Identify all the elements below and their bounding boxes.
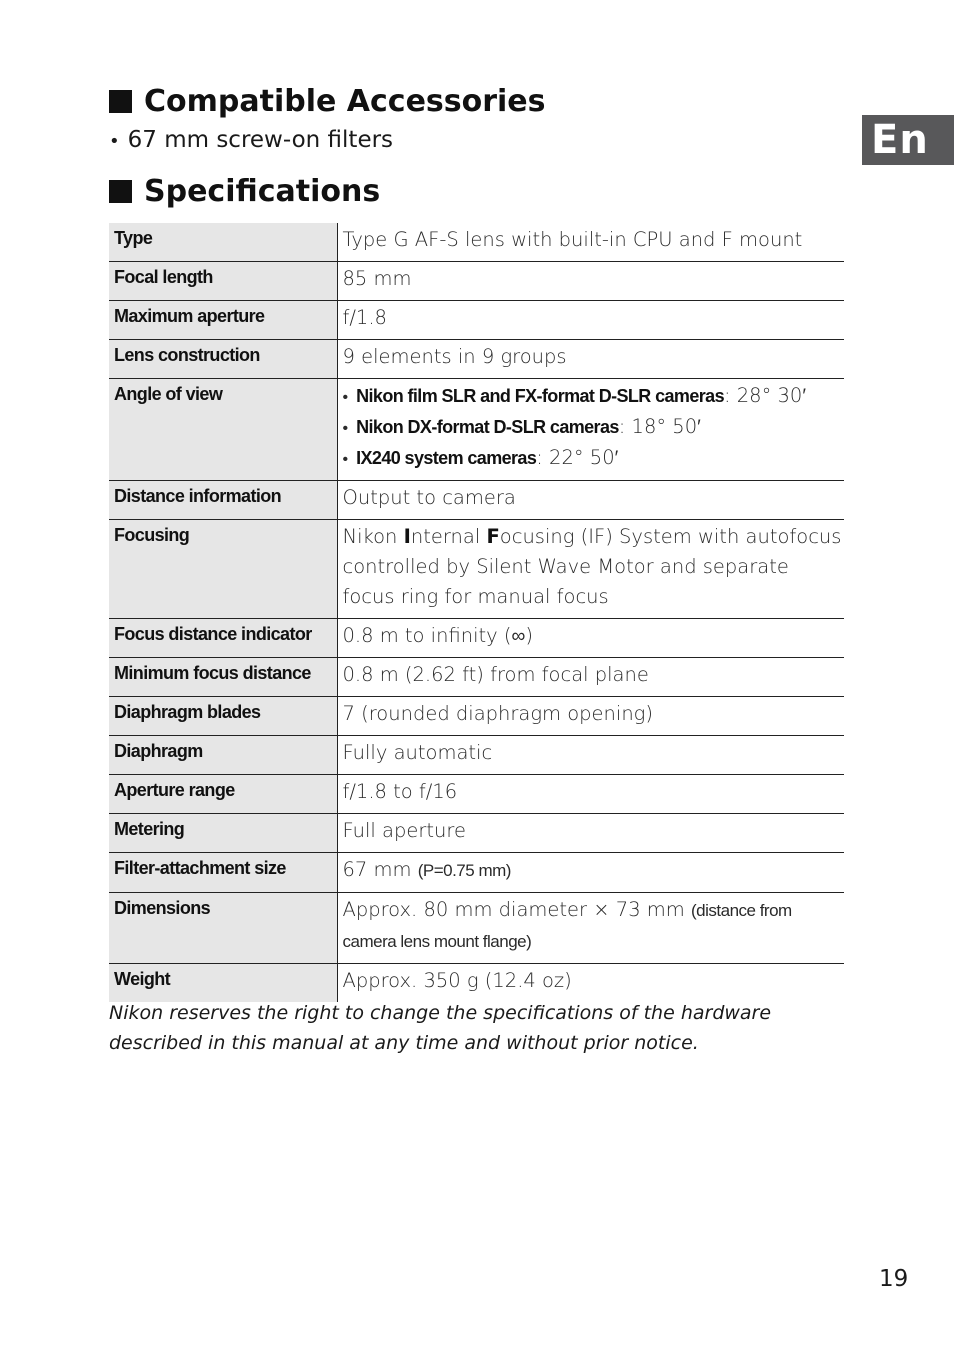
spec-row-min-focus-distance xyxy=(109,658,844,697)
spec-label: Angle of view xyxy=(109,379,337,481)
spec-row-lens-construction xyxy=(109,340,844,379)
heading-square-icon xyxy=(109,90,132,113)
focusing-bold-letter: F xyxy=(486,525,500,548)
spec-value: 0.8 m to infinity (∞) xyxy=(342,624,534,647)
spec-label: Diaphragm blades xyxy=(109,697,337,736)
bullet-icon: • xyxy=(342,418,349,437)
spec-label: Metering xyxy=(109,814,337,853)
spec-row-diaphragm xyxy=(109,736,844,775)
angle-value: : 18° 50′ xyxy=(618,415,701,438)
angle-value: : 28° 30′ xyxy=(723,384,806,407)
spec-row-aperture-range xyxy=(109,775,844,814)
spec-value: Fully automatic xyxy=(342,741,493,764)
spec-value xyxy=(337,893,844,964)
spec-label: Filter-attachment size xyxy=(109,853,337,893)
spec-label: Diaphragm xyxy=(109,736,337,775)
spec-value xyxy=(337,379,844,481)
focusing-text-part: ocusing (IF) System with autofocus controlled by Silent Wave Motor and separate focus ring for manual focus xyxy=(342,525,842,608)
dimensions-main: Approx. 80 mm diameter × 73 mm xyxy=(342,898,691,921)
angle-value: : 22° 50′ xyxy=(536,446,619,469)
spec-value: f/1.8 xyxy=(342,306,387,329)
accessory-item xyxy=(109,127,393,153)
spec-label: Maximum aperture xyxy=(109,301,337,340)
spec-value: f/1.8 to f/16 xyxy=(342,780,458,803)
filter-size-note: (P=0.75 mm) xyxy=(417,861,511,880)
focusing-text-part: Nikon xyxy=(342,525,404,548)
spec-row-filter-size xyxy=(109,853,844,893)
spec-row-distance-information xyxy=(109,481,844,520)
camera-type: Nikon film SLR and FX-format D-SLR cameras xyxy=(356,386,724,406)
spec-value xyxy=(337,853,844,893)
bullet-icon: • xyxy=(342,387,349,406)
spec-value: 7 (rounded diaphragm opening) xyxy=(342,702,653,725)
spec-value: Type G AF-S lens with built-in CPU and F mount xyxy=(342,228,803,251)
page-number: 19 xyxy=(879,1266,909,1292)
accessories-heading xyxy=(109,84,546,119)
specifications-heading xyxy=(109,174,380,209)
disclaimer-notice: Nikon reserves the right to change the specifications of the hardware described in this manual at any time and without prior notice. xyxy=(109,1002,772,1054)
spec-label: Dimensions xyxy=(109,893,337,964)
angle-of-view-item xyxy=(343,412,845,443)
spec-row-weight xyxy=(109,964,844,1003)
accessories-heading-text: Compatible Accessories xyxy=(144,84,546,119)
spec-label: Distance information xyxy=(109,481,337,520)
heading-square-icon xyxy=(109,180,132,203)
spec-row-type xyxy=(109,223,844,262)
spec-value xyxy=(337,520,844,619)
accessory-item-text: 67 mm screw-on filters xyxy=(127,127,394,153)
spec-label: Focus distance indicator xyxy=(109,619,337,658)
spec-row-dimensions xyxy=(109,893,844,964)
bullet-icon: • xyxy=(342,449,349,468)
angle-of-view-item xyxy=(343,381,845,412)
dimensions-note: (distance from camera lens mount flange) xyxy=(342,901,792,951)
spec-value: Output to camera xyxy=(342,486,516,509)
spec-row-angle-of-view xyxy=(109,379,844,481)
spec-label: Focusing xyxy=(109,520,337,619)
camera-type: IX240 system cameras xyxy=(356,448,537,468)
spec-row-diaphragm-blades xyxy=(109,697,844,736)
focusing-text-part: nternal xyxy=(410,525,487,548)
language-tab: En xyxy=(862,115,954,165)
bullet-icon: • xyxy=(109,131,120,152)
spec-label: Lens construction xyxy=(109,340,337,379)
spec-value: 0.8 m (2.62 ft) from focal plane xyxy=(342,663,649,686)
spec-row-metering xyxy=(109,814,844,853)
spec-row-focal-length xyxy=(109,262,844,301)
specifications-table xyxy=(109,223,844,1002)
spec-label: Focal length xyxy=(109,262,337,301)
spec-label: Weight xyxy=(109,964,337,1003)
spec-label: Aperture range xyxy=(109,775,337,814)
spec-row-focus-distance-indicator xyxy=(109,619,844,658)
spec-value: Approx. 350 g (12.4 oz) xyxy=(342,969,572,992)
spec-row-max-aperture xyxy=(109,301,844,340)
focusing-bold-letter: I xyxy=(403,525,411,548)
angle-of-view-item xyxy=(343,443,845,474)
spec-label: Type xyxy=(109,223,337,262)
camera-type: Nikon DX-format D-SLR cameras xyxy=(356,417,619,437)
spec-value: Full aperture xyxy=(342,819,466,842)
spec-value: 9 elements in 9 groups xyxy=(342,345,567,368)
spec-row-focusing xyxy=(109,520,844,619)
specifications-heading-text: Specifications xyxy=(144,174,381,209)
spec-value: 85 mm xyxy=(342,267,412,290)
filter-size-main: 67 mm xyxy=(342,858,418,881)
spec-label: Minimum focus distance xyxy=(109,658,337,697)
